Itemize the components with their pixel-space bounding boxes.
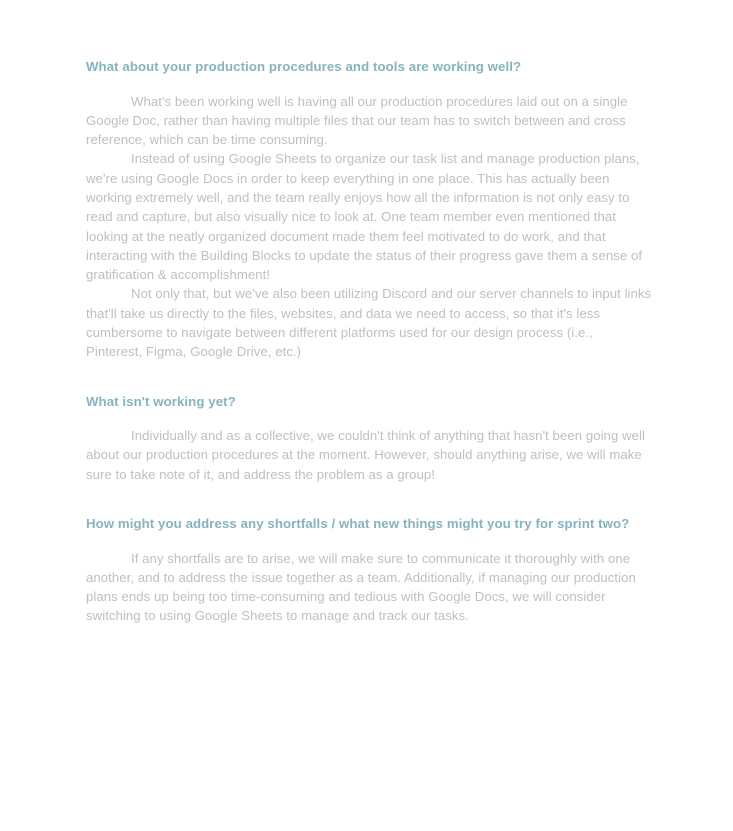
paragraph: Not only that, but we've also been utilizing Discord and our server channels to input links that'll take us directly to the files, websites, and data we need to access, so that it's less cumbersome to navigate between different platforms used for our design process (i.e., Pinterest, Figma, Google Drive, etc.) [86,286,652,360]
section-heading: What about your production procedures and tools are working well? [86,59,522,74]
section-body [86,549,652,626]
section-heading: How might you address any shortfalls / what new things might you try for sprint two? [86,516,630,532]
paragraph: What's been working well is having all our production procedures laid out on a single Google Doc, rather than having multiple files that our team has to switch between and cross reference, which can be time consuming. [86,93,628,148]
section-body [86,426,652,484]
section-working-well [86,58,652,362]
document-content [86,58,652,626]
section-shortfalls [86,515,652,626]
section-heading: What isn't working yet? [86,393,236,409]
paragraph: Individually and as a collective, we couldn't think of anything that hasn't been going well about our production procedures at the moment. However, should anything arise, we will make sure to take note of it, and address the problem as a group! [86,428,645,482]
section-body [86,92,652,362]
section-not-working [86,393,652,484]
paragraph: If any shortfalls are to arise, we will make sure to communicate it thoroughly with one another, and to address the issue together as a team. Additionally, if managing our production plans ends up being too time-consuming and tedious with Google Docs, we will consider switching to using Google Sheets to manage and track our tasks. [86,550,636,624]
paragraph: Instead of using Google Sheets to organize our task list and manage production plans, we're using Google Docs in order to keep everything in one place. This has actually been working extremely well, and the team really enjoys how all the information is not only easy to read and capture, but also visually nice to look at. One team member even mentioned that looking at the neatly organized document made them feel motivated to do work, and that interacting with the Building Blocks to update the status of their progress gave them a sense of gratification & accomplishment! [86,151,643,283]
